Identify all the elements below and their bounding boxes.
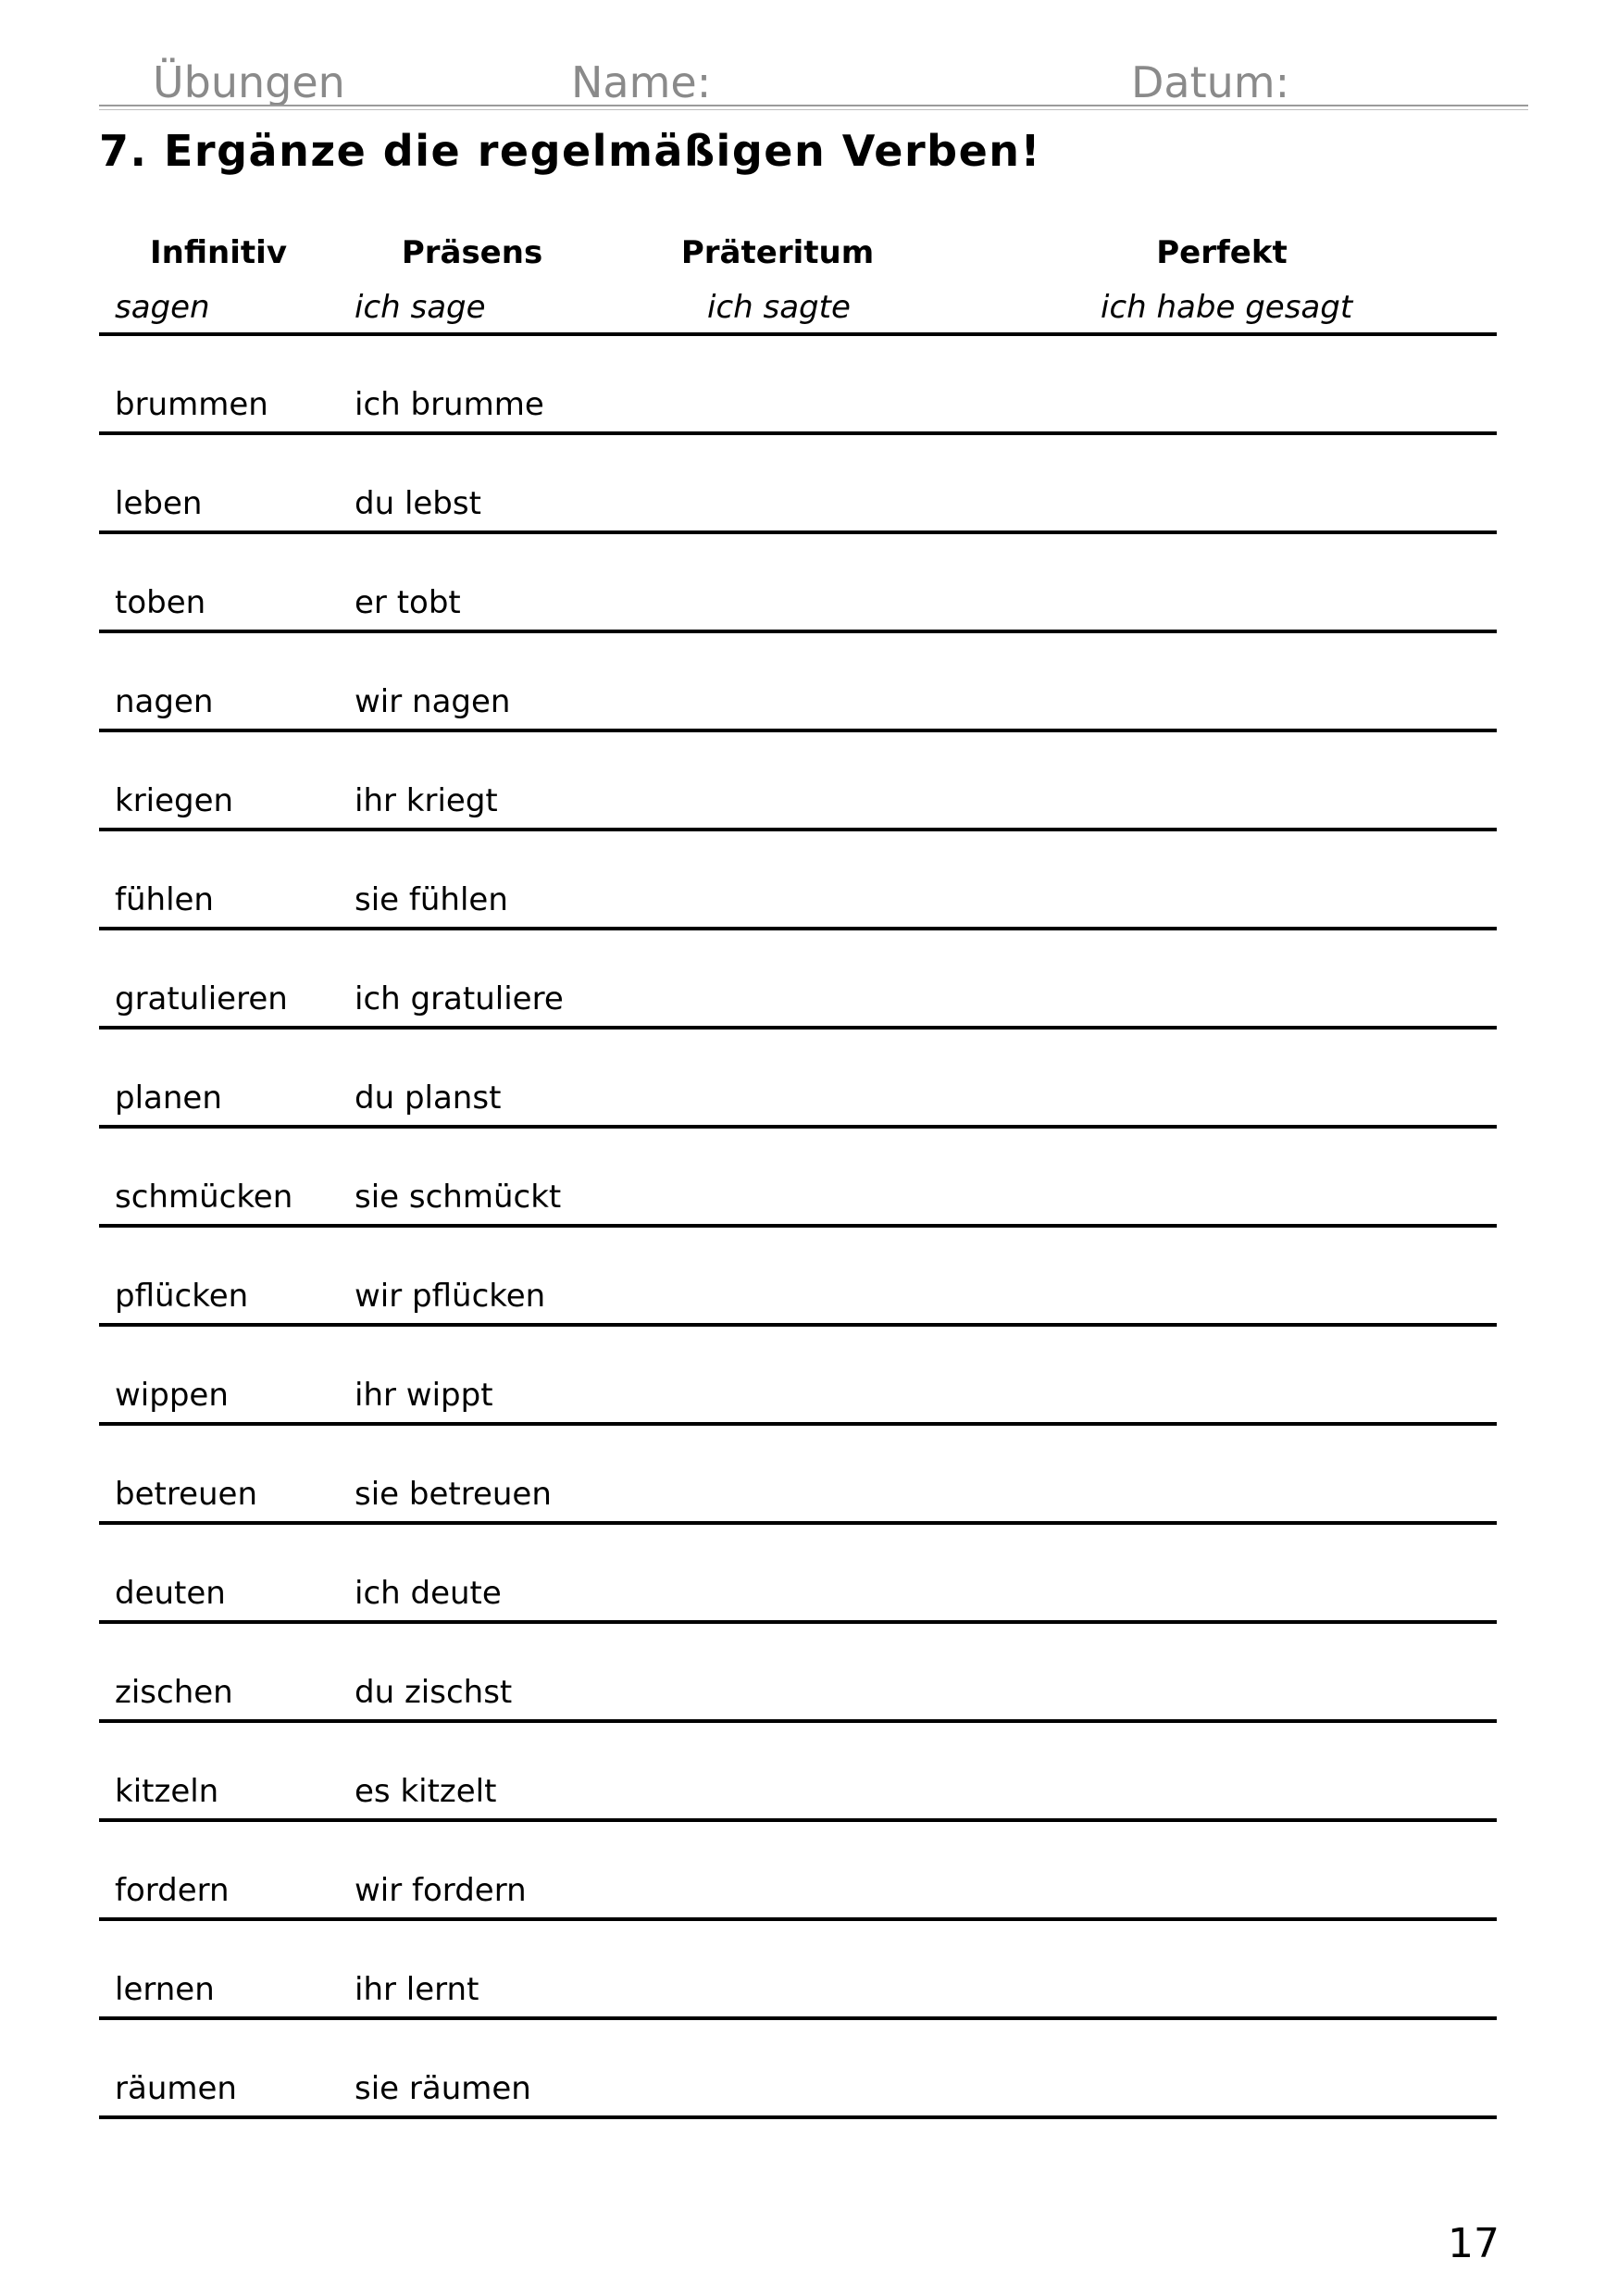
row-infinitiv: pflücken	[115, 1278, 249, 1315]
column-header-praesens: Präsens	[401, 234, 543, 271]
table-row	[99, 435, 1497, 534]
row-praesens: sie räumen	[355, 2070, 531, 2107]
row-praesens: ihr lernt	[355, 1971, 479, 2008]
example-praesens: ich sage	[355, 289, 486, 326]
table-row	[99, 930, 1497, 1029]
table-row	[99, 1327, 1497, 1426]
table-row	[99, 1921, 1497, 2020]
header-datum-label: Datum:	[1131, 57, 1290, 107]
row-praesens: du planst	[355, 1079, 502, 1117]
row-infinitiv: planen	[115, 1079, 222, 1117]
page-number: 17	[1448, 2220, 1500, 2267]
example-praeteritum: ich sagte	[707, 289, 851, 326]
table-row	[99, 732, 1497, 831]
example-perfekt: ich habe gesagt	[1101, 289, 1353, 326]
table-row	[99, 1029, 1497, 1129]
row-praesens: wir nagen	[355, 683, 511, 720]
row-praesens: du zischst	[355, 1674, 513, 1711]
table-row	[99, 1228, 1497, 1327]
row-infinitiv: brummen	[115, 386, 268, 423]
row-praesens: es kitzelt	[355, 1773, 497, 1810]
table-row	[99, 2020, 1497, 2119]
table-row	[99, 1129, 1497, 1228]
row-infinitiv: deuten	[115, 1575, 226, 1612]
page-header	[99, 54, 1528, 111]
row-infinitiv: kriegen	[115, 782, 234, 819]
row-praesens: sie fühlen	[355, 881, 508, 918]
row-infinitiv: räumen	[115, 2070, 237, 2107]
example-row	[99, 278, 1497, 336]
row-praesens: ihr kriegt	[355, 782, 498, 819]
row-praesens: er tobt	[355, 584, 461, 621]
header-uebungen: Übungen	[153, 57, 345, 107]
row-infinitiv: nagen	[115, 683, 214, 720]
row-praesens: sie betreuen	[355, 1476, 552, 1513]
row-praesens: ich brumme	[355, 386, 544, 423]
table-row	[99, 831, 1497, 930]
row-infinitiv: toben	[115, 584, 206, 621]
verb-table	[99, 278, 1497, 2119]
row-infinitiv: wippen	[115, 1377, 229, 1414]
header-divider-secondary	[99, 109, 1528, 110]
row-infinitiv: schmücken	[115, 1179, 293, 1216]
row-praesens: ich gratuliere	[355, 980, 564, 1017]
row-infinitiv: fordern	[115, 1872, 230, 1909]
row-praesens: ich deute	[355, 1575, 502, 1612]
table-row	[99, 1426, 1497, 1525]
row-praesens: ihr wippt	[355, 1377, 493, 1414]
row-infinitiv: fühlen	[115, 881, 214, 918]
table-row	[99, 1525, 1497, 1624]
column-header-praeteritum: Präteritum	[680, 234, 875, 271]
exercise-title: 7. Ergänze die regelmäßigen Verben!	[99, 126, 1042, 176]
table-row	[99, 1624, 1497, 1723]
column-header-perfekt: Perfekt	[1156, 234, 1288, 271]
row-praesens: wir pflücken	[355, 1278, 546, 1315]
example-infinitiv: sagen	[115, 289, 210, 326]
row-praesens: sie schmückt	[355, 1179, 562, 1216]
table-row	[99, 336, 1497, 435]
table-row	[99, 1723, 1497, 1822]
row-infinitiv: zischen	[115, 1674, 233, 1711]
header-name-label: Name:	[571, 57, 712, 107]
table-row	[99, 1822, 1497, 1921]
row-praesens: wir fordern	[355, 1872, 527, 1909]
table-row	[99, 534, 1497, 633]
row-infinitiv: betreuen	[115, 1476, 257, 1513]
row-infinitiv: gratulieren	[115, 980, 288, 1017]
row-infinitiv: leben	[115, 485, 203, 522]
row-infinitiv: kitzeln	[115, 1773, 219, 1810]
row-infinitiv: lernen	[115, 1971, 215, 2008]
header-divider	[99, 105, 1528, 106]
column-header-infinitiv: Infinitiv	[150, 234, 287, 271]
row-praesens: du lebst	[355, 485, 481, 522]
table-row	[99, 633, 1497, 732]
